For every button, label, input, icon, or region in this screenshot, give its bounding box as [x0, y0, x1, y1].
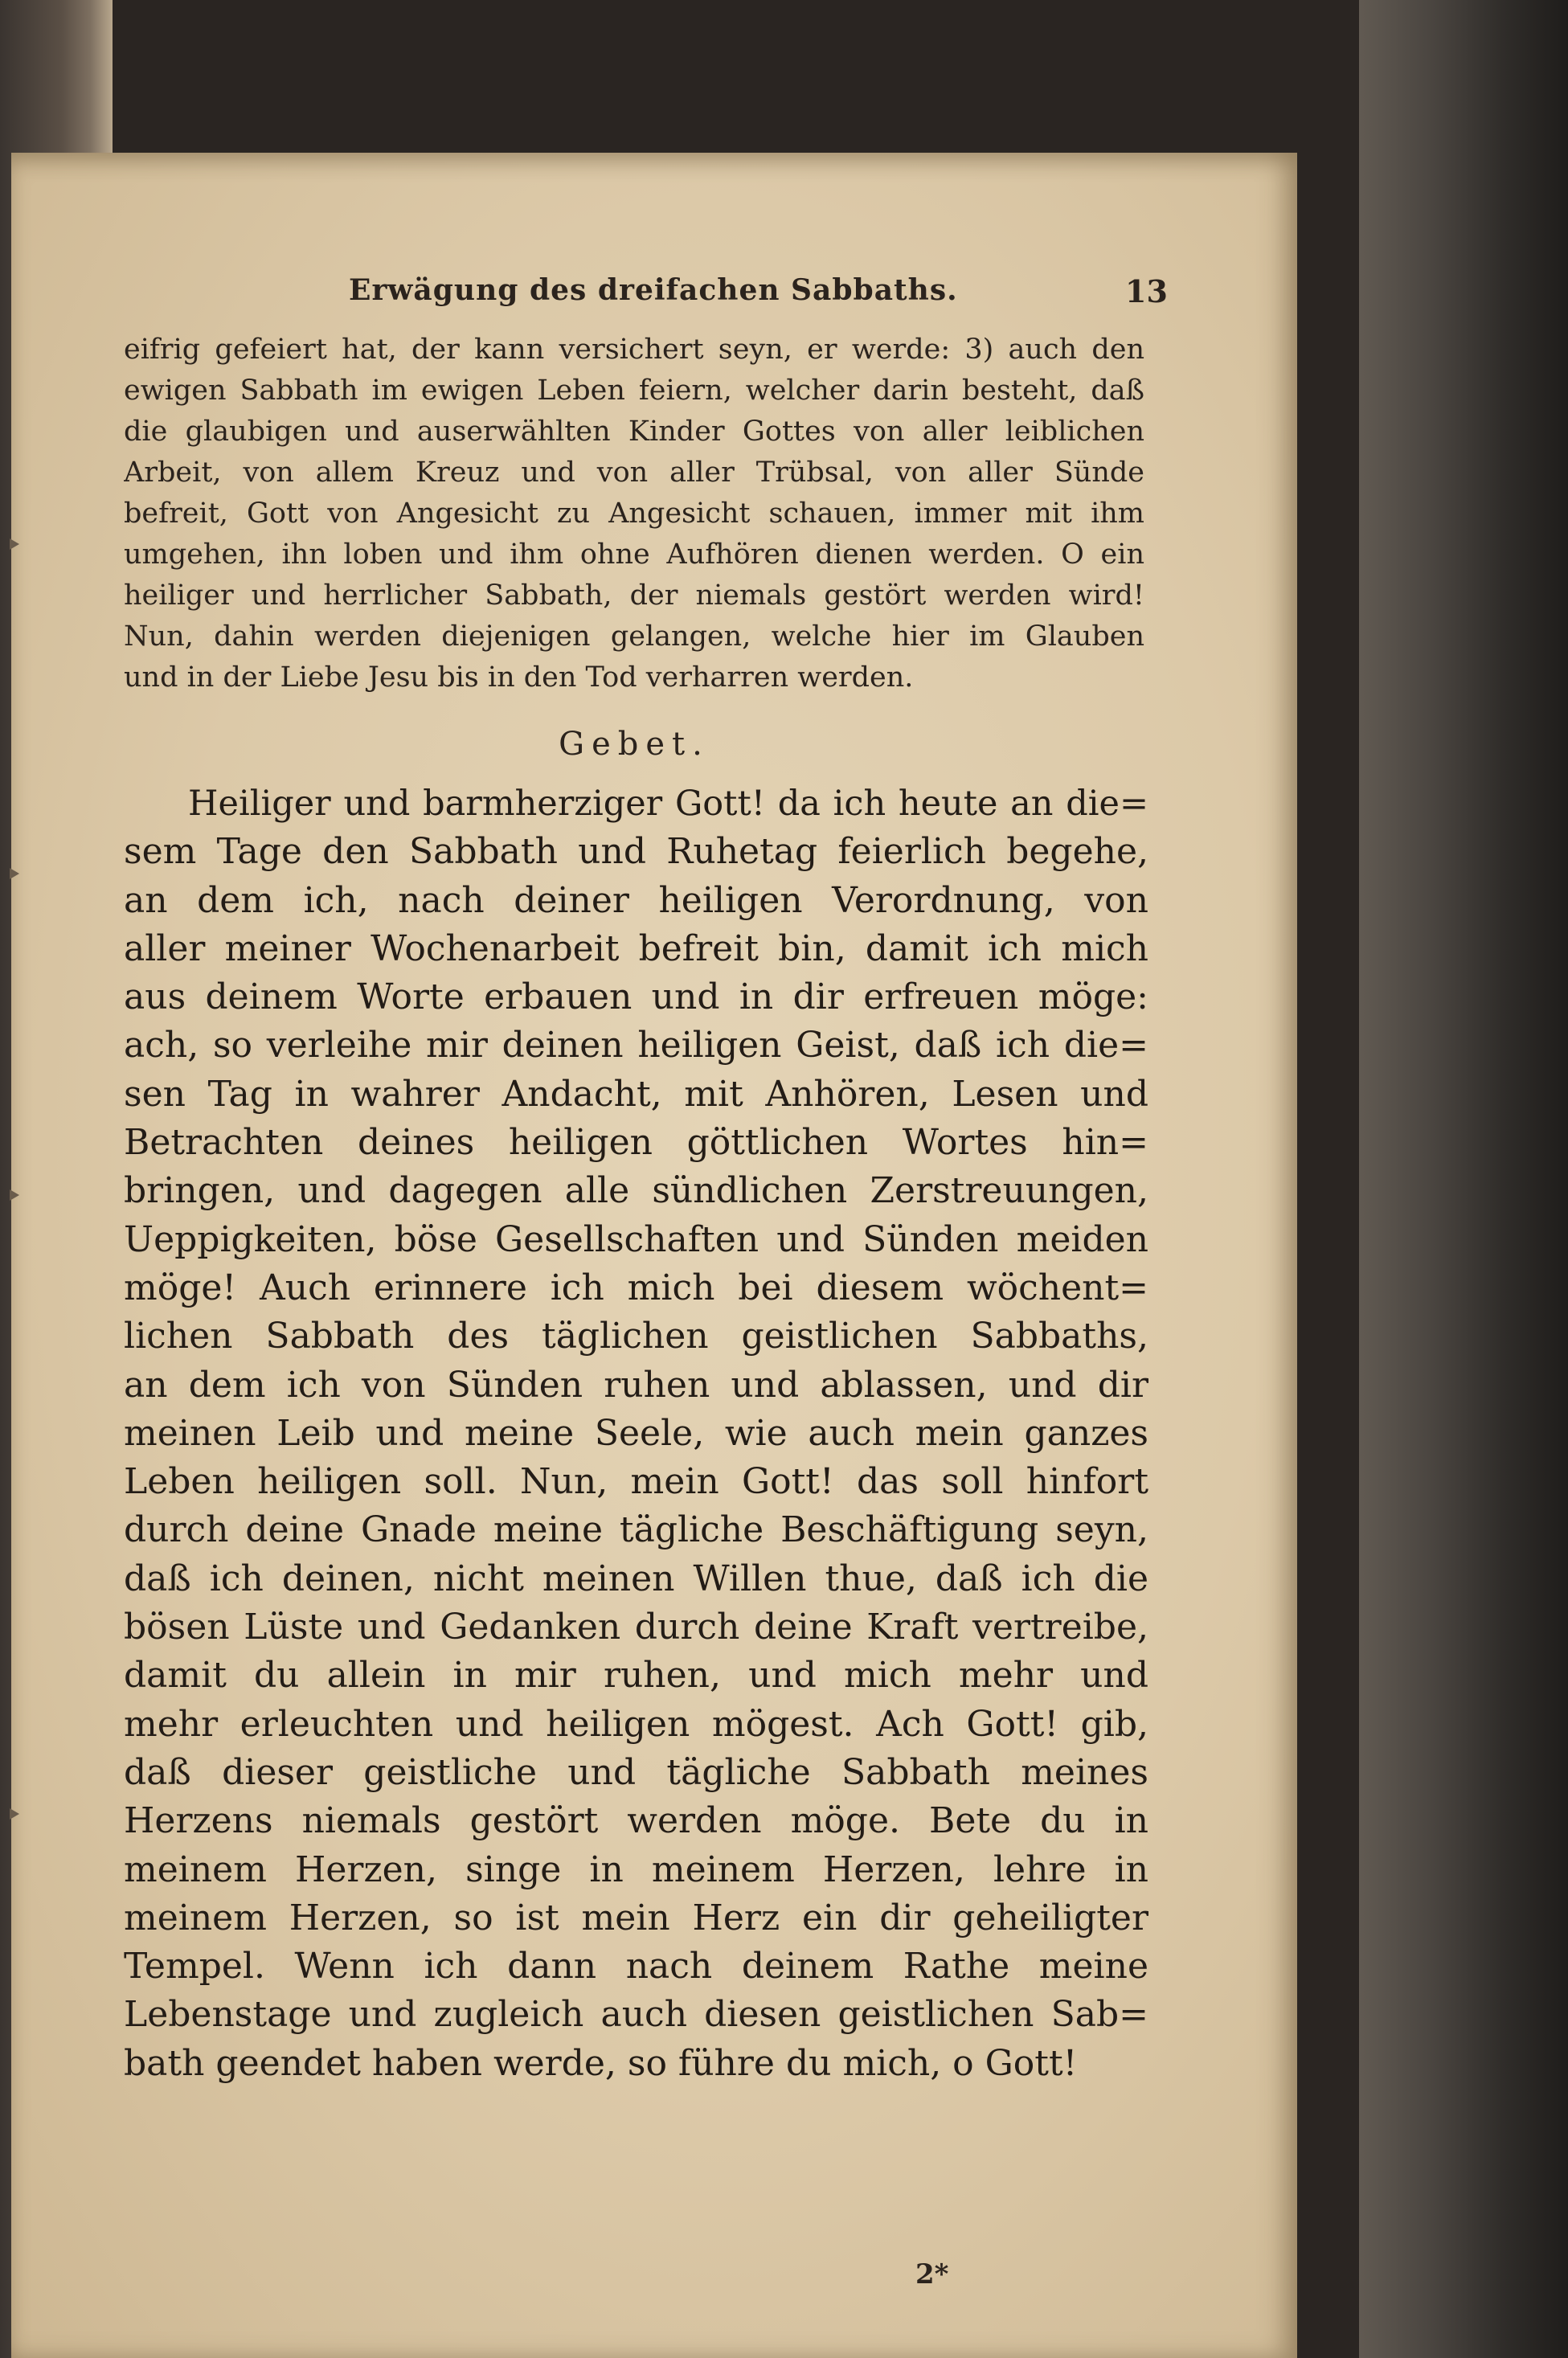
- text-line: sem Tage den Sabbath und Ruhetag feierlich begehe,: [124, 831, 1148, 873]
- running-title: Erwägung des dreifachen Sabbaths.: [349, 273, 958, 307]
- margin-mark: [10, 868, 19, 879]
- page-number: 13: [1125, 273, 1168, 309]
- text-line: möge! Auch erinnere ich mich bei diesem wöchent=: [124, 1267, 1148, 1308]
- text-line: Ueppigkeiten, böse Gesellschaften und Sünden meiden: [124, 1218, 1148, 1260]
- text-line: meinen Leib und meine Seele, wie auch mein ganzes: [124, 1412, 1148, 1454]
- book-page: [11, 153, 1297, 2358]
- text-line: mehr erleuchten und heiligen mögest. Ach Gott! gib,: [124, 1703, 1148, 1745]
- text-line: lichen Sabbath des täglichen geistlichen Sabbaths,: [124, 1316, 1148, 1357]
- text-line: aus deinem Worte erbauen und in dir erfreuen möge:: [124, 976, 1148, 1018]
- text-line: sen Tag in wahrer Andacht, mit Anhören, Lesen und: [124, 1073, 1148, 1115]
- intro-paragraph: [124, 330, 1144, 698]
- text-line: Heiliger und barmherziger Gott! da ich heute an die=: [188, 784, 1148, 824]
- text-line: Arbeit, von allem Kreuz und von aller Trübsal, von aller Sünde: [124, 456, 1144, 489]
- text-line: Tempel. Wenn ich dann nach deinem Rathe meine: [124, 1946, 1148, 1988]
- text-line: befreit, Gott von Angesicht zu Angesicht schauen, immer mit ihm: [124, 497, 1144, 530]
- text-line: Herzens niemals gestört werden möge. Bete du in: [124, 1800, 1148, 1842]
- text-line: und in der Liebe Jesu bis in den Tod verharren werden.: [124, 661, 914, 694]
- text-line: heiliger und herrlicher Sabbath, der niemals gestört werden wird!: [124, 579, 1144, 612]
- margin-mark: [10, 1808, 19, 1820]
- prayer-paragraph: [124, 780, 1148, 2088]
- text-line: umgehen, ihn loben und ihm ohne Aufhören dienen werden. O ein: [124, 538, 1144, 571]
- text-line: eifrig gefeiert hat, der kann versichert seyn, er werde: 3) auch den: [124, 334, 1144, 366]
- text-line: daß ich deinen, nicht meinen Willen thue, daß ich die: [124, 1558, 1148, 1599]
- text-line: damit du allein in mir ruhen, und mich mehr und: [124, 1655, 1148, 1697]
- text-line: ach, so verleihe mir deinen heiligen Geist, daß ich die=: [124, 1025, 1148, 1066]
- text-line: daß dieser geistliche und tägliche Sabbath meines: [124, 1751, 1148, 1793]
- text-line: die glaubigen und auserwählten Kinder Gottes von aller leiblichen: [124, 416, 1144, 448]
- signature-mark: 2*: [915, 2258, 949, 2290]
- text-line: Nun, dahin werden diejenigen gelangen, welche hier im Glauben: [124, 620, 1144, 653]
- text-line: an dem ich, nach deiner heiligen Verordnung, von: [124, 879, 1148, 921]
- book-cover-edge: [1359, 0, 1568, 2358]
- margin-mark: [10, 538, 19, 550]
- text-line: bath geendet haben werde, so führe du mich, o Gott!: [124, 2042, 1078, 2084]
- text-line: an dem ich von Sünden ruhen und ablassen, und dir: [124, 1364, 1148, 1406]
- section-heading: Gebet.: [559, 726, 710, 763]
- text-line: Leben heiligen soll. Nun, mein Gott! das soll hinfort: [124, 1461, 1148, 1503]
- text-line: meinem Herzen, singe in meinem Herzen, lehre in: [124, 1848, 1148, 1890]
- text-line: ewigen Sabbath im ewigen Leben feiern, welcher darin besteht, daß: [124, 375, 1144, 407]
- text-line: Lebenstage und zugleich auch diesen geistlichen Sab=: [124, 1994, 1148, 2036]
- text-line: bringen, und dagegen alle sündlichen Zerstreuungen,: [124, 1170, 1148, 1212]
- text-line: durch deine Gnade meine tägliche Beschäftigung seyn,: [124, 1509, 1148, 1551]
- text-line: aller meiner Wochenarbeit befreit bin, damit ich mich: [124, 927, 1148, 969]
- text-line: bösen Lüste und Gedanken durch deine Kraft vertreibe,: [124, 1607, 1148, 1648]
- running-header: [11, 273, 1297, 321]
- margin-mark: [10, 1189, 19, 1201]
- text-line: meinem Herzen, so ist mein Herz ein dir geheiligter: [124, 1897, 1148, 1938]
- text-line: Betrachten deines heiligen göttlichen Wortes hin=: [124, 1122, 1148, 1164]
